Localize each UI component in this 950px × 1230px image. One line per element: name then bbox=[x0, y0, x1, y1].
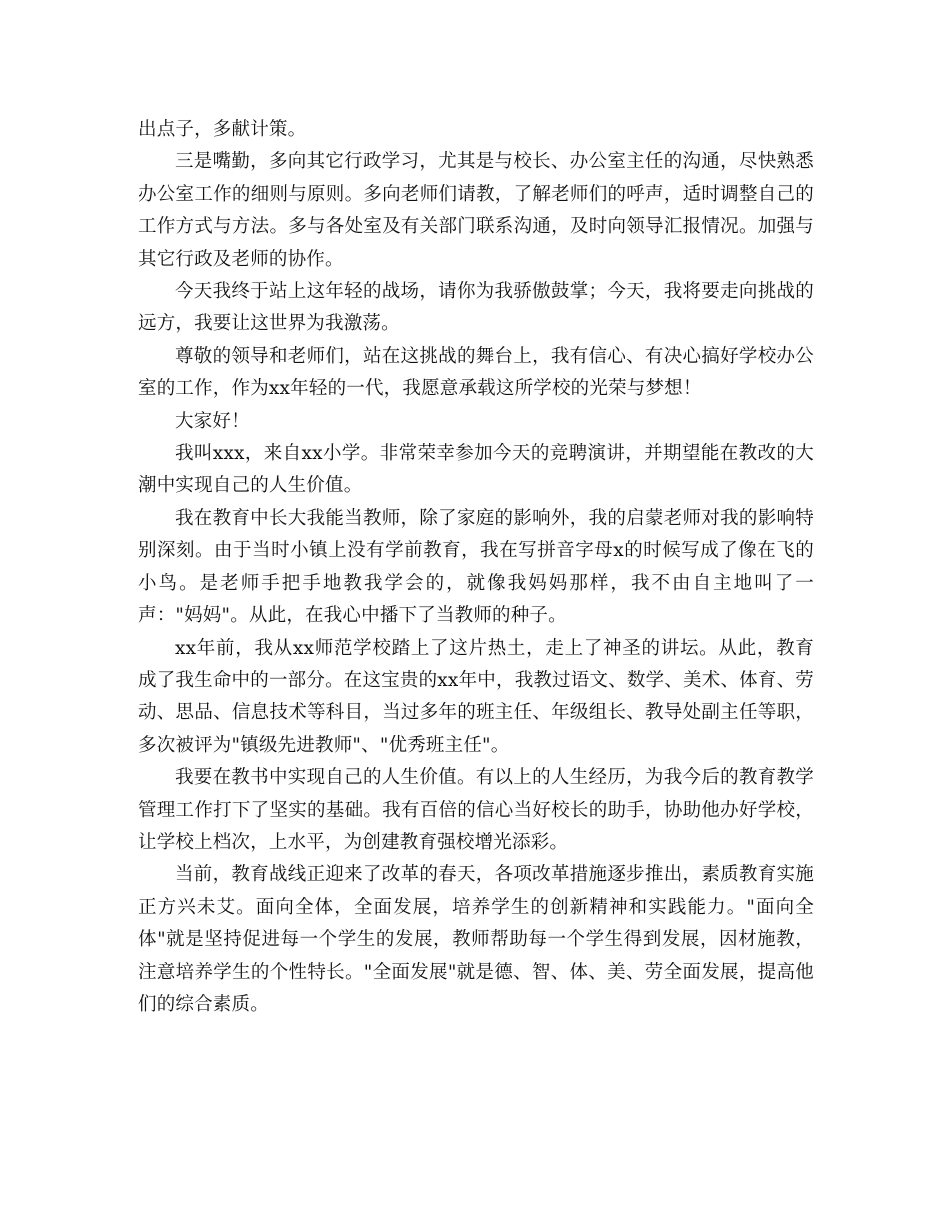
paragraph-4: 尊敬的领导和老师们，站在这挑战的舞台上，我有信心、有决心搞好学校办公室的工作，作为xx年轻的一代，我愿意承载这所学校的光荣与梦想！ bbox=[138, 345, 814, 400]
paragraph-5: 大家好！ bbox=[175, 410, 250, 432]
paragraph-6: 我叫xxx，来自xx小学。非常荣幸参加今天的竞聘演讲，并期望能在教改的大潮中实现自己的人生价值。 bbox=[138, 443, 814, 497]
paragraph-10: 当前，教育战线正迎来了改革的春天，各项改革措施逐步推出，素质教育实施正方兴未艾。面向全体，全面发展，培养学生的创新精神和实践能力。"面向全体"就是坚持促进每一个学生的发展，教师帮助每一个学生得到发展，因材施教，注意培养学生的个性特长。"全面发展"就是德、智、体、美、劳全面发展，提高他们的综合素质。 bbox=[138, 864, 814, 1015]
paragraph-1: 出点子，多献计策。 bbox=[138, 119, 307, 140]
paragraph-8: xx年前，我从xx师范学校踏上了这片热土，走上了神圣的讲坛。从此，教育成了我生命中的一部分。在这宝贵的xx年中，我教过语文、数学、美术、体育、劳动、思品、信息技术等科目，当过多年的班主任、年级组长、教导处副主任等职，多次被评为"镇级先进教师"、"优秀班主任"。 bbox=[138, 637, 814, 756]
paragraph-9: 我要在教书中实现自己的人生价值。有以上的人生经历，为我今后的教育教学管理工作打下了坚实的基础。我有百倍的信心当好校长的助手，协助他办好学校，让学校上档次，上水平，为创建教育强校增光添彩。 bbox=[138, 767, 814, 853]
paragraph-2: 三是嘴勤，多向其它行政学习，尤其是与校长、办公室主任的沟通，尽快熟悉办公室工作的细则与原则。多向老师们请教，了解老师们的呼声，适时调整自己的工作方式与方法。多与各处室及有关部门联系沟通，及时向领导汇报情况。加强与其它行政及老师的协作。 bbox=[138, 151, 814, 270]
paragraph-7: 我在教育中长大我能当教师，除了家庭的影响外，我的启蒙老师对我的影响特别深刻。由于当时小镇上没有学前教育，我在写拼音字母x的时候写成了像在飞的小鸟。是老师手把手地教我学会的，就像我妈妈那样，我不由自主地叫了一声："妈妈"。从此，在我心中播下了当教师的种子。 bbox=[138, 507, 814, 627]
document-body bbox=[138, 114, 814, 1021]
paragraph-3: 今天我终于站上这年轻的战场，请你为我骄傲鼓掌；今天，我将要走向挑战的远方，我要让这世界为我激荡。 bbox=[138, 281, 814, 335]
